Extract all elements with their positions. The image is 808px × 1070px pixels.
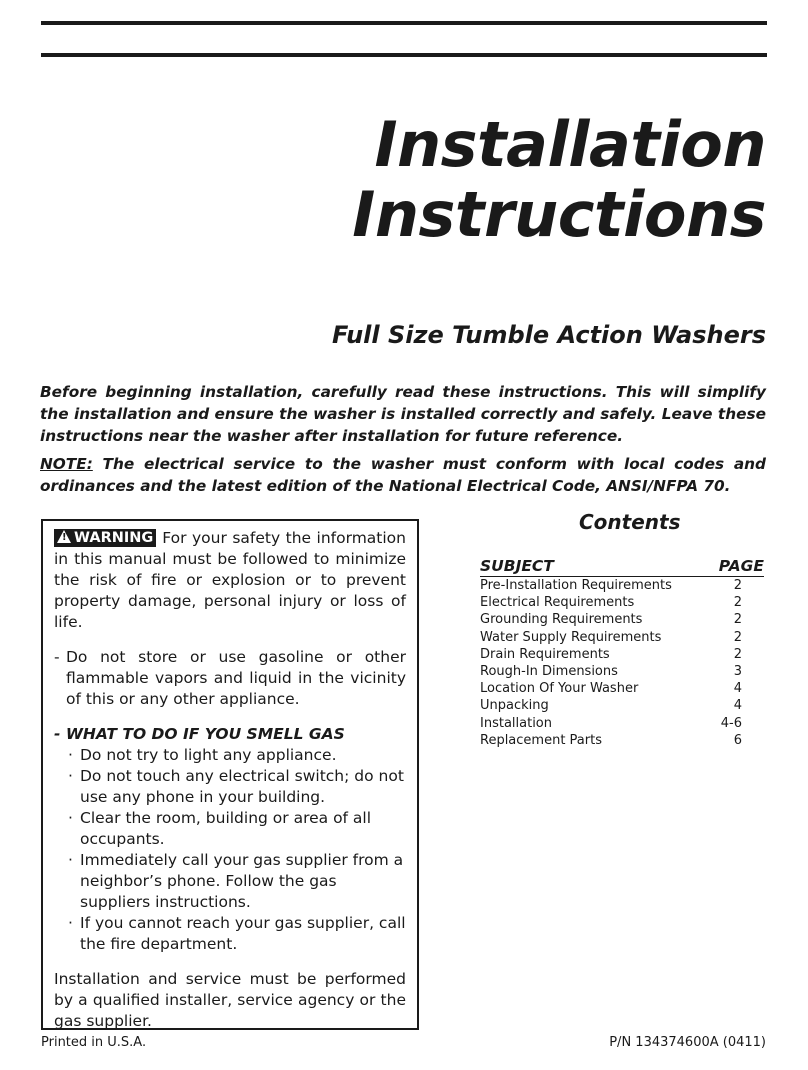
list-item: · If you cannot reach your gas supplier, call the fire department. xyxy=(68,914,406,953)
warning-tag-label: WARNING xyxy=(74,530,154,546)
warning-dash-text: Do not store or use gasoline or other flammable vapors and liquid in the vicinity of this or any other appliance. xyxy=(66,648,406,708)
top-rule-2 xyxy=(41,53,767,57)
page-title-line-2: Instructions xyxy=(352,178,766,251)
list-item: · Do not touch any electrical switch; do not use any phone in your building. xyxy=(68,767,404,806)
bullet-icon: · xyxy=(68,767,73,785)
table-row: Location Of Your Washer 4 xyxy=(480,681,742,697)
table-row: Pre-Installation Requirements 2 xyxy=(480,578,742,593)
table-row: Installation 4-6 xyxy=(480,715,742,731)
bullet-icon: · xyxy=(68,914,73,932)
note-text: The electrical service to the washer must conform with local codes and ordinances and the latest edition of the National Electrical Code, ANSI/NFPA 70. xyxy=(40,455,766,495)
gas-heading: - WHAT TO DO IF YOU SMELL GAS xyxy=(54,725,345,743)
gas-bullet-list xyxy=(54,745,406,955)
note-paragraph xyxy=(40,453,766,497)
table-row: Unpacking 4 xyxy=(480,698,742,714)
contents-table xyxy=(480,556,764,749)
table-row: Replacement Parts 6 xyxy=(480,732,742,748)
table-row: Electrical Requirements 2 xyxy=(480,595,742,611)
warning-closing: Installation and service must be performed by a qualified installer, service agency or the gas supplier. xyxy=(54,970,406,1030)
bullet-icon: · xyxy=(68,809,73,827)
contents-header-row xyxy=(480,556,764,577)
bullet-icon: · xyxy=(68,851,73,869)
intro-paragraph: Before beginning installation, carefully read these instructions. This will simplify the installation and ensure the washer is installed correctly and safely. Leave these instructions near the washer after installation for future reference. xyxy=(40,383,766,445)
printed-in-label: Printed in U.S.A. xyxy=(41,1035,147,1050)
warning-box xyxy=(41,519,419,1030)
list-item: · Immediately call your gas supplier from a neighbor’s phone. Follow the gas suppliers instructions. xyxy=(68,851,404,911)
page-header: PAGE xyxy=(718,557,764,575)
table-row: Drain Requirements 2 xyxy=(480,646,742,662)
table-row: Water Supply Requirements 2 xyxy=(480,629,742,645)
page-title-line-1: Installation xyxy=(374,108,766,181)
page-title xyxy=(352,110,766,250)
top-rule-1 xyxy=(41,21,767,25)
list-item: · Do not try to light any appliance. xyxy=(68,746,337,764)
subtitle: Full Size Tumble Action Washers xyxy=(331,321,766,349)
contents-title: Contents xyxy=(579,510,681,534)
warning-tag xyxy=(54,529,156,547)
warning-triangle-icon: ! xyxy=(57,530,71,543)
subject-header: SUBJECT xyxy=(480,557,554,575)
list-item: · Clear the room, building or area of all occupants. xyxy=(68,809,372,848)
bullet-icon: · xyxy=(68,746,73,764)
part-number: P/N 134374600A (0411) xyxy=(609,1035,766,1050)
table-row: Grounding Requirements 2 xyxy=(480,612,742,628)
table-row: Rough-In Dimensions 3 xyxy=(480,664,742,680)
note-label: NOTE: xyxy=(40,455,93,473)
warning-lead-text: For your safety the information in this manual must be followed to minimize the risk of fire or explosion or to prevent property damage, personal injury or loss of life. xyxy=(54,529,406,631)
warning-dash-item: - Do not store or use gasoline or other flammable vapors and liquid in the vicinity of this or any other appliance. xyxy=(54,648,406,708)
warning-lead xyxy=(54,528,406,633)
